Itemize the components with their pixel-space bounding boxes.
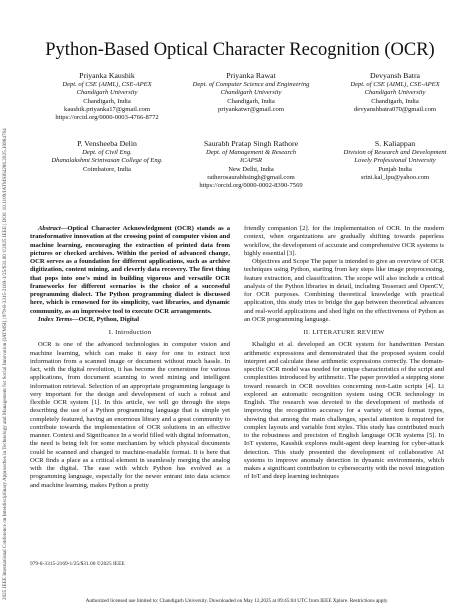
author-name: Saurabh Pratap Singh Rathore (203, 139, 299, 148)
author-name: S. Kaliappan (374, 139, 416, 148)
sidebar-citation-text: 2025 IEEE International Conference on Interdisciplinary Approaches in Technology and Management for Social Innovation (IATMSI) | 979-8-3315-2169-1/25/$31.00 ©2025 IEEE | DOI: 10.1109/IATMSI64286.2025.10984764 (2, 128, 8, 600)
author-location: Chandigarh, India (371, 97, 419, 105)
copyright-notice: 979-8-3315-2169-1/25/$31.00 ©2025 IEEE (30, 561, 125, 567)
author-2 (172, 71, 330, 114)
section-2-heading: II. LITERATURE REVIEW (303, 329, 385, 336)
author-1 (32, 71, 182, 122)
author-email: priyankatwr@gmail.com (218, 105, 284, 113)
author-affiliation: Chandigarh University (76, 89, 138, 97)
author-affiliation: Chandigarh University (220, 89, 282, 97)
author-location: New Delhi, India (228, 165, 274, 173)
author-location: Punjab India (378, 165, 412, 173)
author-6 (320, 139, 470, 182)
author-dept: Division of Research and Development (343, 149, 447, 156)
right-paragraph-1: friendly companion [2]. for the implementation of OCR. In the modern context, when organizations are gradually shifting towards paperless workflow, the development of accurate and comprehensive OCR systems is highly essential [3]. (244, 225, 444, 257)
abstract-text: Optical Character Acknowledgment (OCR) stands as a transformative innovation at the crossing point of computer vision and machine learning, encouraging the extraction of printed data from pictures or checked archives. Within the period of advanced change, OCR serves as a foundation for different applications, such as archive digitization, content mining, and cleverly data recovery. The first thing that pops into one's mind in building vigorous and versatile OCR frameworks for different scenarios is the choice of a successful programming dialect. The Python programming dialect is discussed here, which is renowned for its simplicity, vast libraries, and dynamic community, as an impressive tool to execute OCR arrangements. (30, 225, 230, 315)
author-affiliation: Chandigarh University (364, 89, 426, 97)
author-name: Priyanka Kaushik (79, 71, 135, 80)
literature-review-paragraph: Khalighi et al. developed an OCR system for handwritten Persian arithmetic expressions and demonstrated that the proposed system could interpret and calculate these arithmetic expressions correctly. The domain-specific OCR model was needed for unique characteristics of the script and complexities introduced by arithmetic. The paper provided a stepping stone toward research in OCR novelties concerning non-Latin scripts [4]. Li explored an automatic recognition system using OCR technology in English. The research was devoted to the development of methods of improving the recognition accuracy for a variety of text format types, showing that among the main challenges, special attention is required for complex layouts and variable font styles. This study has contributed much to the robustness and precision of English language OCR systems [5]. In IoT systems, Kaushik explores multi-agent deep learning for cyber-attack detection. This study presented the development of collaborative AI systems to improve anomaly detection in dynamic environments, which makes a significant contribution to cybersecurity with the novel integration of IoT and deep learning techniques (244, 341, 444, 481)
index-terms (30, 316, 230, 324)
author-email: ratherosaurabhsingh@gmail.com (207, 173, 295, 181)
author-5 (172, 139, 330, 190)
abstract (30, 225, 230, 316)
right-column (244, 225, 444, 482)
intro-paragraph: OCR is one of the advanced technologies in computer vision and machine learning, which can make it easy for one to extract text information from a scanned image or document without much hassle. In fact, with the digital revolution, it has become the cornerstone for various applications, from document scanning to word mining and intelligent information retrieval. Selection of an appropriate programming language is very important for the design and development of such a robust and flexible OCR system [1]. In this article, we will go through the steps describing the use of a Python programming language that is simple yet completely featured, having an enormous library and a great community to contribute towards the implementation of OCR solutions in an effective manner. Context and Significance In a world filled with digital information, the need is being felt for some mechanism by which physical documents could be scanned and changed to machine-readable format. It is here that OCR finds a place as a critical element in seamlessly merging the analog with the digital. The ease with which Python has evolved as a programming language, especially for the newer entrant into data science and machine learning, makes Python a pretty (30, 341, 230, 489)
author-name: Priyanka Rawat (226, 71, 276, 80)
abstract-label: Abstract— (38, 225, 68, 232)
author-location: Coimbatore, India (83, 165, 131, 173)
author-affiliation: Lovely Professional University (354, 157, 436, 165)
sidebar-citation (0, 0, 14, 613)
section-1-heading: I. Introduction (108, 329, 152, 336)
license-footer: Authorized licensed use limited to: Chandigarh University. Downloaded on May 12,2025 at 09:45:04 UTC from IEEE Xplore. Restrictions apply. (85, 598, 389, 604)
author-email: srini.kal_lpu@yahoo.com (360, 173, 430, 181)
author-orcid: https://orcid.org/0000-0002-8390-7569 (199, 182, 303, 190)
index-terms-text: OCR, Python, Digital (78, 315, 140, 323)
author-dept: Dept. of CSE (AIML), CSE-APEX (62, 81, 152, 88)
author-orcid: https://orcid.org/0000-0003-4766-8772 (55, 114, 159, 122)
author-dept: Dept. of Computer Science and Engineering (192, 81, 310, 88)
author-name: Devyansh Batra (369, 71, 420, 80)
author-location: Chandigarh, India (83, 97, 131, 105)
author-name: P. Vensheeba Delin (77, 139, 137, 148)
author-dept: Dept. of Management & Research (205, 149, 297, 156)
author-dept: Dept. of CSE (AIML), CSE-APEX (350, 81, 440, 88)
paper-title: Python-Based Optical Character Recognition (OCR) (45, 40, 435, 60)
author-location: Chandigarh, India (227, 97, 275, 105)
author-email: devyanshbatra070@gmail.com (353, 105, 437, 113)
index-terms-label: Index Terms— (38, 315, 79, 323)
author-3 (320, 71, 470, 114)
author-affiliation: ICAPSR (240, 157, 262, 165)
objectives-paragraph: Objectives and Scope The paper is intended to give an overview of OCR techniques using Python, starting from key steps like image preprocessing, feature extraction, and classification. The scope will also include a critical analysis of the Python libraries in detail, including Tesseract and OpenCV, for OCR purposes. Combining theoretical knowledge with practical application, this study tries to bridge the gap between theoretical advances and real-world applications and shed light on the effectiveness of Python as an OCR programming language. (244, 258, 444, 323)
author-email: kaushik.priyanka17@gmail.com (64, 105, 150, 113)
author-dept: Dept. of Civil Eng. (82, 149, 132, 156)
author-affiliation: Dhanalakshmi Srinivasan College of Eng. (51, 157, 163, 165)
left-column (30, 225, 230, 490)
author-4 (32, 139, 182, 174)
